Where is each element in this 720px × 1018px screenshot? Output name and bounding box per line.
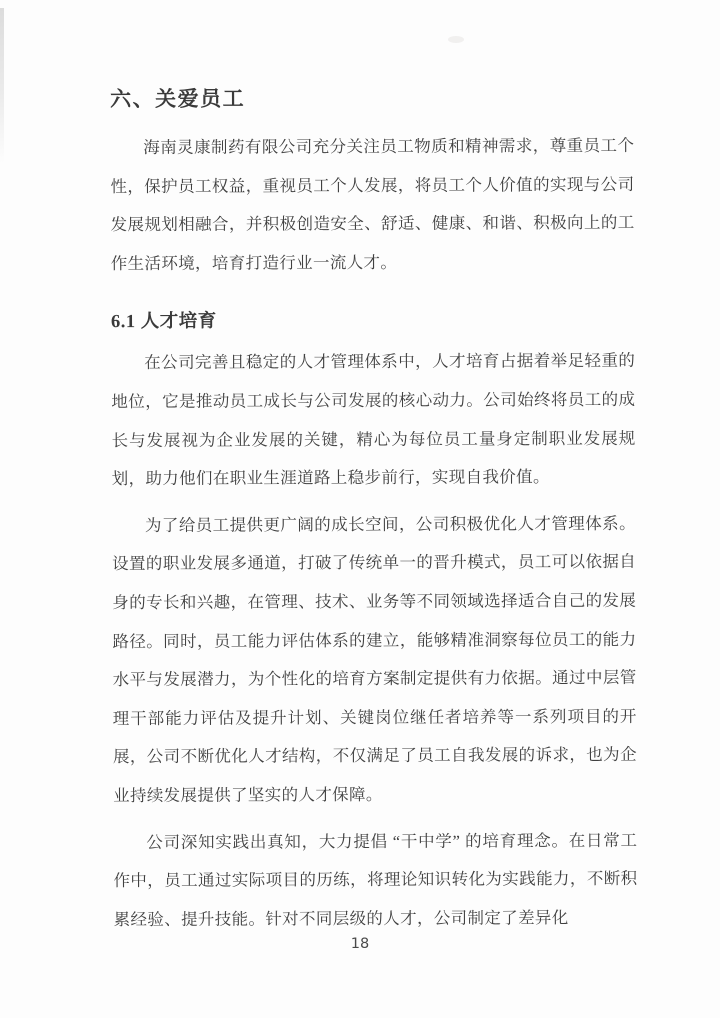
scan-edge-artifact bbox=[0, 8, 4, 163]
section-heading: 六、关爱员工 bbox=[110, 86, 246, 112]
document-content bbox=[110, 83, 638, 940]
talent-paragraph-3: 公司深知实践出真知，大力提倡 “干中学” 的培育理念。在日常工作中，员工通过实际项目的历练，将理论知识转化为实践能力，不断积累经验、提升技能。针对不同层级的人才，公司制定了差异化 bbox=[113, 830, 638, 929]
talent-paragraph-2: 为了给员工提供更广阔的成长空间，公司积极优化人才管理体系。设置的职业发展多通道，打破了传统单一的晋升模式，员工可以依据自身的专长和兴趣，在管理、技术、业务等不同领域选择适合自己的发展路径。同时，员工能力评估体系的建立，能够精准洞察每位员工的能力水平与发展潜力，为个性化的培育方案制定提供有力依据。通过中层管理干部能力评估及提升计划、关键岗位继任者培养等一系列项目的开展，公司不断优化人才结构，不仅满足了员工自我发展的诉求，也为企业持续发展提供了坚实的人才保障。 bbox=[112, 513, 637, 806]
subsection-heading: 6.1 人才培育 bbox=[110, 312, 217, 333]
scan-smudge-artifact bbox=[448, 36, 464, 43]
talent-paragraph-1: 在公司完善且稳定的人才管理体系中，人才培育占据着举足轻重的地位，它是推动员工成长与公司发展的核心动力。公司始终将员工的成长与发展视为企业发展的关键，精心为每位员工量身定制职业发展规划，助力他们在职业生涯道路上稳步前行，实现自我价值。 bbox=[111, 351, 636, 489]
page-number: 18 bbox=[350, 936, 370, 952]
intro-paragraph: 海南灵康制药有限公司充分关注员工物质和精神需求，尊重员工个性，保护员工权益，重视员工个人发展，将员工个人价值的实现与公司发展规划相融合，并积极创造安全、舒适、健康、和谐、积极向上的工作生活环境，培育打造行业一流人才。 bbox=[110, 135, 635, 273]
